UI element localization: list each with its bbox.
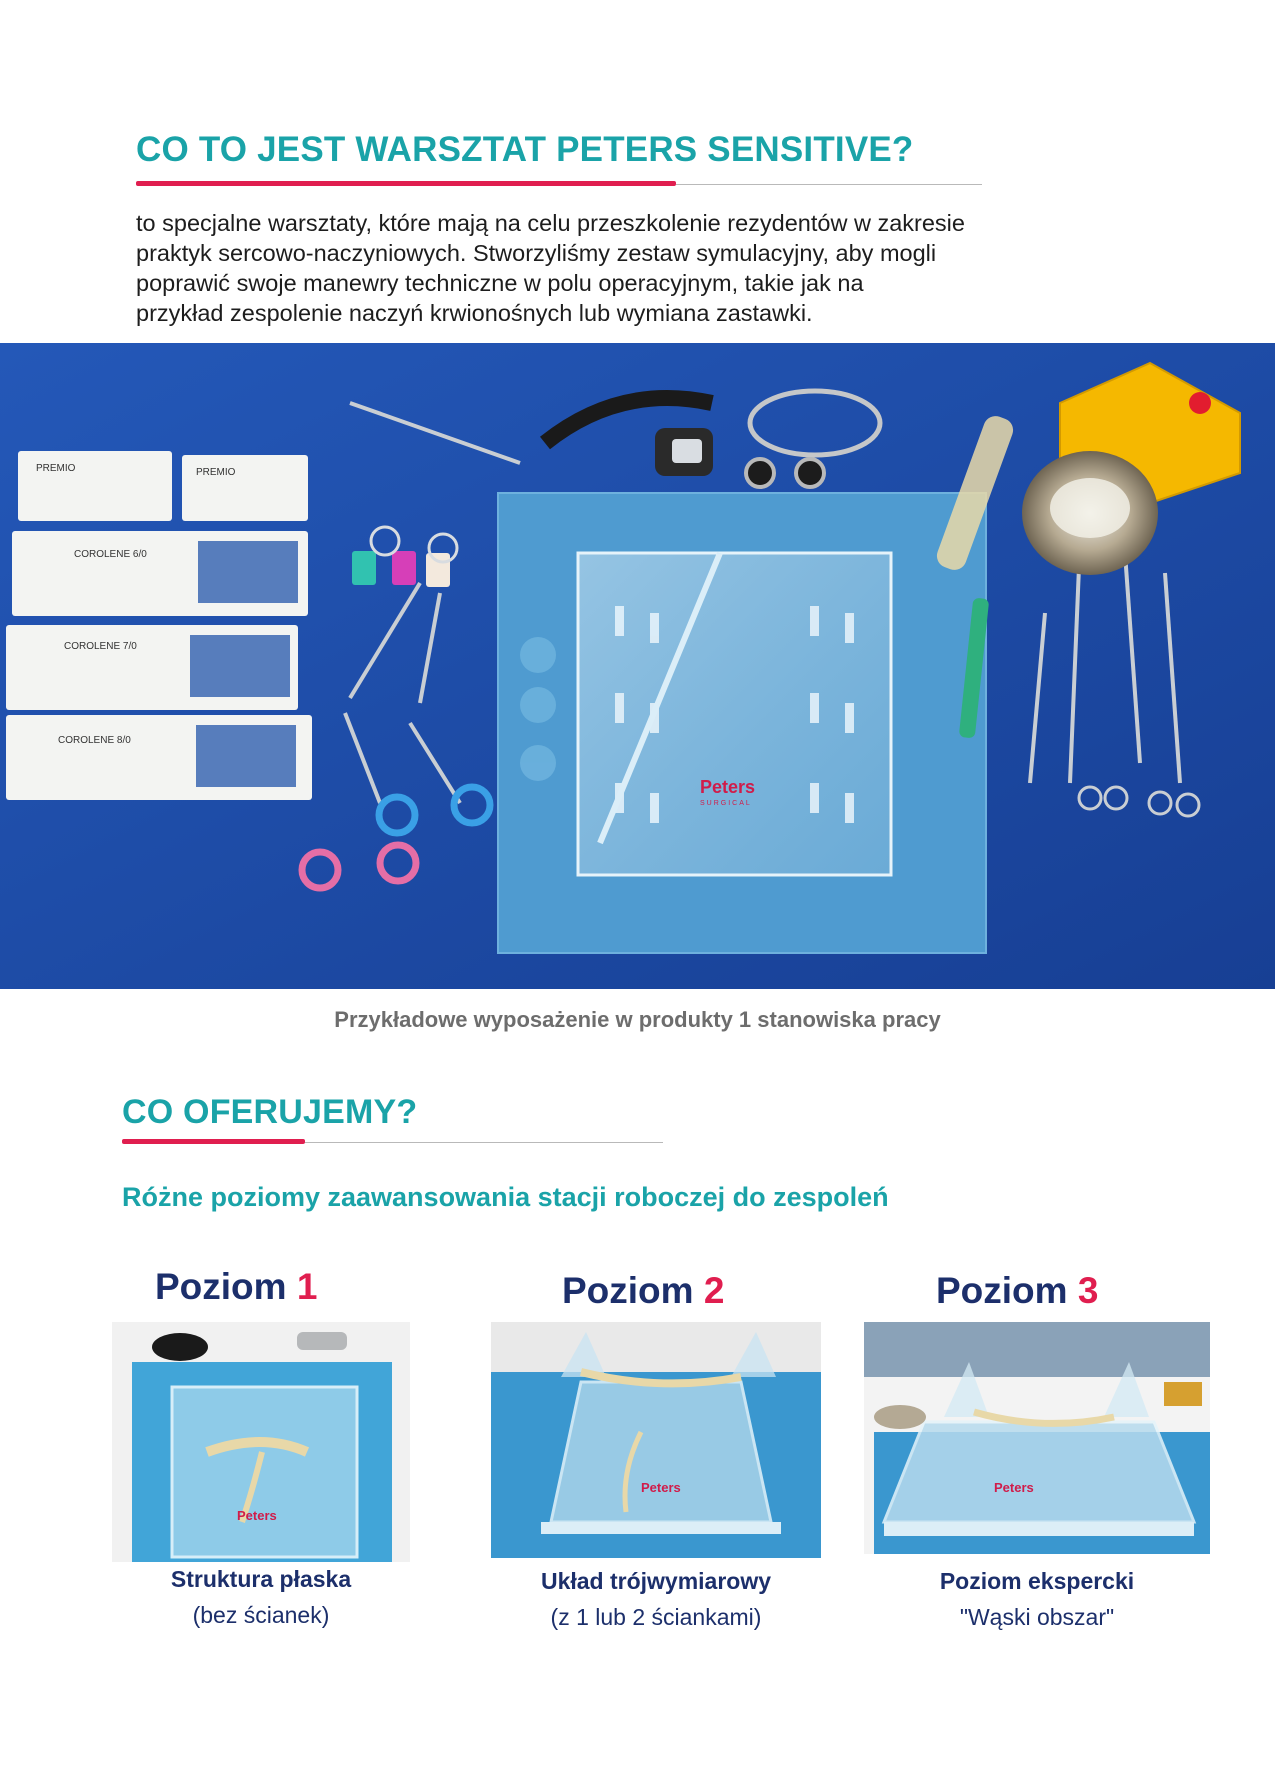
level-word: Poziom — [155, 1266, 287, 1307]
workstation-illustration — [0, 343, 1275, 989]
board-brand-logo: Peters — [700, 777, 756, 797]
intro-line: praktyk sercowo-naczyniowych. Stworzyliśmy zestaw symulacyjny, aby mogli — [136, 240, 937, 266]
level-word: Poziom — [936, 1270, 1068, 1311]
level-2-logo: Peters — [641, 1480, 681, 1495]
level-1-title — [155, 1266, 317, 1308]
board-brand-sub: SURGICAL — [700, 800, 752, 807]
clip-white — [426, 553, 450, 587]
level-number: 1 — [296, 1266, 318, 1307]
intro-line: to specjalne warsztaty, które mają na celu przeszkolenie rezydentów w zakresie — [136, 210, 965, 236]
photo-caption: Przykładowe wyposażenie w produkty 1 stanowiska pracy — [334, 1007, 941, 1032]
level-2-title — [562, 1270, 724, 1312]
section-title-what-is: CO TO JEST WARSZTAT PETERS SENSITIVE? — [136, 130, 914, 169]
clip-pink — [392, 551, 416, 585]
section-title-offer: CO OFERUJEMY? — [122, 1093, 418, 1131]
intro-paragraph — [136, 208, 1116, 328]
level-1-name: Struktura płaska — [170, 1566, 352, 1592]
level-number: 3 — [1077, 1270, 1099, 1311]
level-1-desc: (bez ścianek) — [192, 1602, 330, 1628]
level-3-name: Poziom ekspercki — [939, 1568, 1135, 1594]
intro-line: poprawić swoje manewry techniczne w polu operacyjnym, takie jak na — [136, 270, 864, 296]
pack-label: PREMIO — [196, 467, 236, 478]
offer-underline-accent — [122, 1139, 305, 1144]
level-3-title — [936, 1270, 1098, 1312]
level-word: Poziom — [562, 1270, 694, 1311]
pack-label: COROLENE 6/0 — [74, 549, 147, 560]
offer-subtitle: Różne poziomy zaawansowania stacji roboczej do zespoleń — [122, 1182, 889, 1212]
acrylic-anastomosis-board — [578, 553, 891, 875]
title-underline-rule — [676, 184, 982, 185]
pack-label: COROLENE 8/0 — [58, 735, 131, 746]
pack-label: COROLENE 7/0 — [64, 641, 137, 652]
clip-teal — [352, 551, 376, 585]
level-2-photo — [491, 1322, 821, 1558]
level-3-desc: "Wąski obszar" — [959, 1604, 1115, 1630]
level-2-desc: (z 1 lub 2 ściankami) — [550, 1604, 762, 1630]
level-1-logo: Peters — [237, 1508, 277, 1523]
level-number: 2 — [703, 1270, 725, 1311]
title-underline-accent — [136, 181, 676, 186]
level-1-photo — [112, 1322, 410, 1562]
intro-line: przykład zespolenie naczyń krwionośnych lub wymiana zastawki. — [136, 300, 813, 326]
level-3-logo: Peters — [994, 1480, 1034, 1495]
level-3-photo — [864, 1322, 1210, 1554]
offer-underline-rule — [305, 1142, 663, 1143]
level-2-name: Układ trójwymiarowy — [540, 1568, 772, 1594]
suture-packs — [6, 451, 312, 800]
pack-label: PREMIO — [36, 463, 76, 474]
workstation-equipment-photo — [0, 343, 1275, 989]
